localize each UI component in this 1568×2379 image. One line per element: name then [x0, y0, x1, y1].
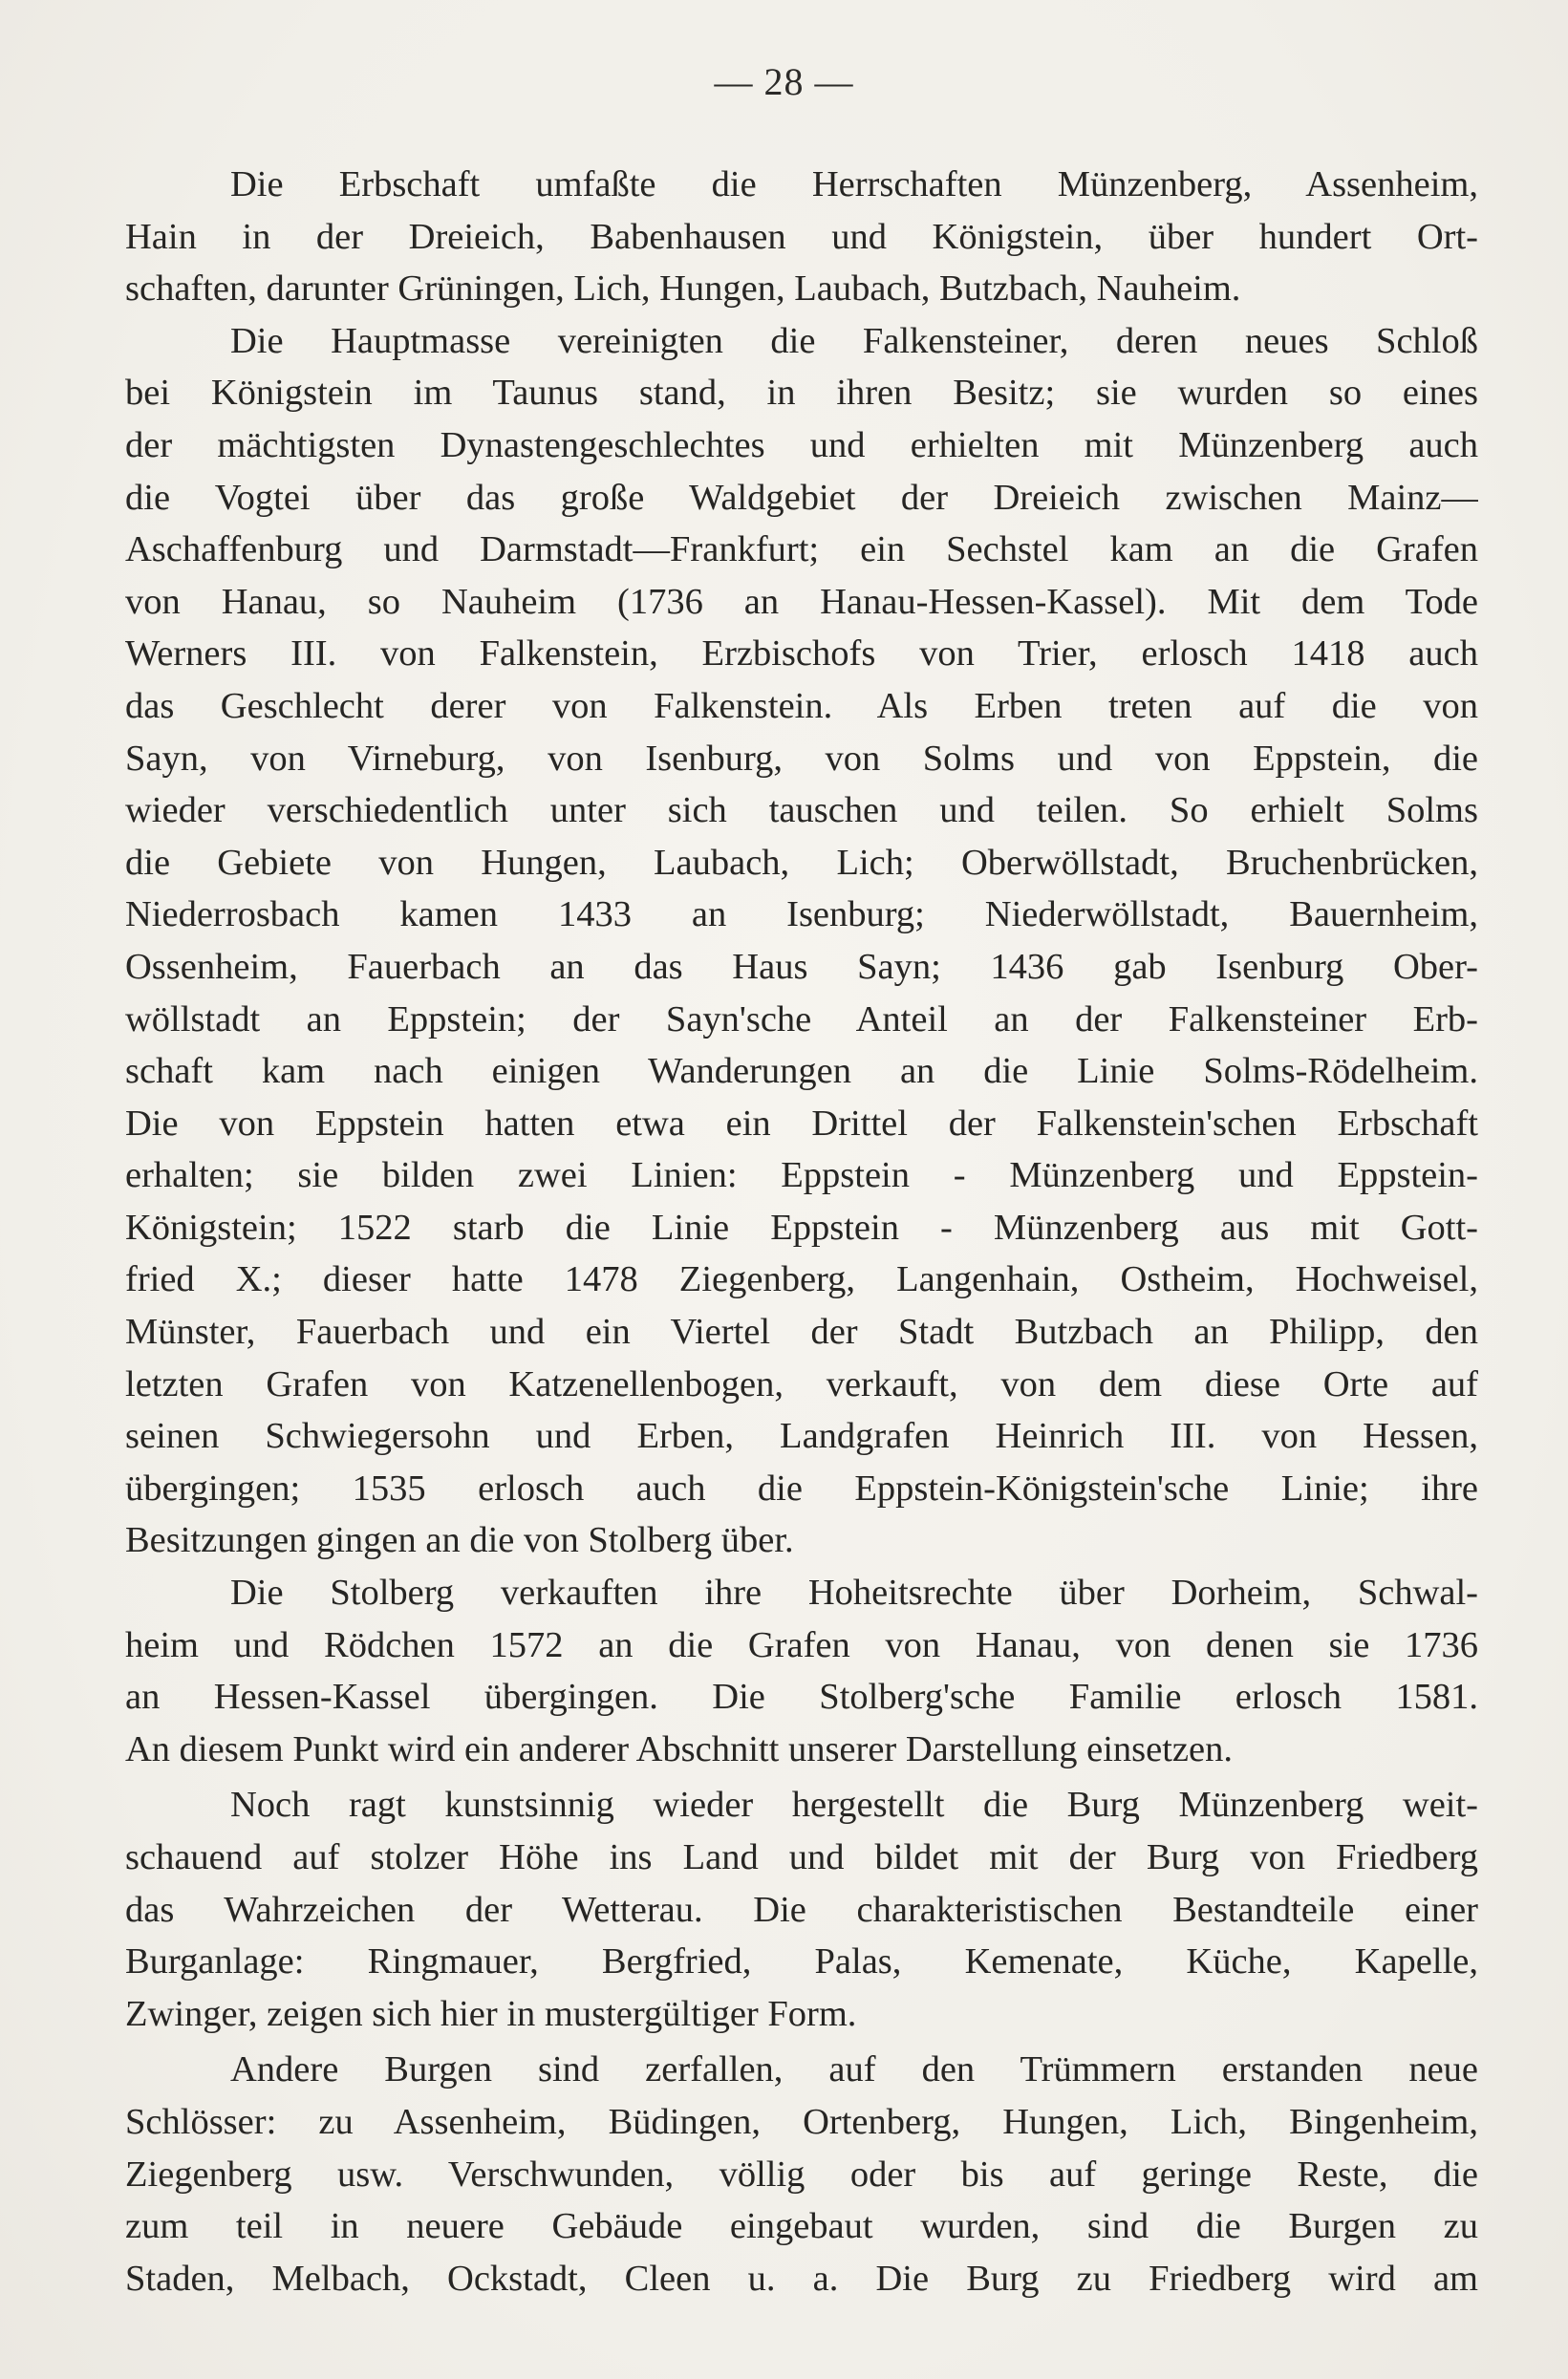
text-line: Andere Burgen sind zerfallen, auf den Trümmern erstanden neue [230, 2049, 1478, 2090]
text-line: das Wahrzeichen der Wetterau. Die charakteristischen Bestandteile einer [125, 1889, 1478, 1930]
text-line: das Geschlecht derer von Falkenstein. Als Erben treten auf die von [125, 685, 1478, 726]
text-line: von Hanau, so Nauheim (1736 an Hanau-Hessen-Kassel). Mit dem Tode [125, 581, 1478, 622]
text-line: Ziegenberg usw. Verschwunden, völlig oder bis auf geringe Reste, die [125, 2154, 1478, 2195]
text-line: Sayn, von Virneburg, von Isenburg, von Solms und von Eppstein, die [125, 738, 1478, 779]
text-line: Münster, Fauerbach und ein Viertel der Stadt Butzbach an Philipp, den [125, 1312, 1478, 1353]
text-line: Niederrosbach kamen 1433 an Isenburg; Niederwöllstadt, Bauernheim, [125, 894, 1478, 935]
text-line: wöllstadt an Eppstein; der Sayn'sche Anteil an der Falkensteiner Erb- [125, 998, 1478, 1039]
text-line: Besitzungen gingen an die von Stolberg über. [125, 1520, 794, 1561]
text-line: Zwinger, zeigen sich hier in mustergültiger Form. [125, 1993, 857, 2034]
text-line: Burganlage: Ringmauer, Bergfried, Palas, Kemenate, Küche, Kapelle, [125, 1941, 1478, 1982]
text-line: heim und Rödchen 1572 an die Grafen von Hanau, von denen sie 1736 [125, 1624, 1478, 1665]
text-line: fried X.; dieser hatte 1478 Ziegenberg, Langenhain, Ostheim, Hochweisel, [125, 1259, 1478, 1300]
text-line: bei Königstein im Taunus stand, in ihren Besitz; sie wurden so eines [125, 373, 1478, 414]
text-line: Königstein; 1522 starb die Linie Eppstein - Münzenberg aus mit Gott- [125, 1207, 1478, 1248]
text-line: an Hessen-Kassel übergingen. Die Stolberg'sche Familie erlosch 1581. [125, 1677, 1478, 1718]
text-line: der mächtigsten Dynastengeschlechtes und erhielten mit Münzenberg auch [125, 424, 1478, 465]
text-line: erhalten; sie bilden zwei Linien: Eppstein - Münzenberg und Eppstein- [125, 1155, 1478, 1196]
text-line: schaft kam nach einigen Wanderungen an die Linie Solms-Rödelheim. [125, 1051, 1478, 1092]
text-line: schaften, darunter Grüningen, Lich, Hungen, Laubach, Butzbach, Nauheim. [125, 268, 1241, 310]
text-line: seinen Schwiegersohn und Erben, Landgrafen Heinrich III. von Hessen, [125, 1416, 1478, 1457]
page-number: — 28 — [714, 60, 854, 103]
text-line: schauend auf stolzer Höhe ins Land und bildet mit der Burg von Friedberg [125, 1837, 1478, 1877]
body-text [125, 159, 1478, 2304]
text-line: Die Erbschaft umfaßte die Herrschaften Münzenberg, Assenheim, [230, 164, 1478, 204]
text-line: Noch ragt kunstsinnig wieder hergestellt die Burg Münzenberg weit- [230, 1785, 1478, 1826]
text-line: letzten Grafen von Katzenellenbogen, verkauft, von dem diese Orte auf [125, 1363, 1478, 1404]
text-line: die Vogtei über das große Waldgebiet der Dreieich zwischen Mainz— [125, 477, 1478, 518]
text-line: Werners III. von Falkenstein, Erzbischofs von Trier, erlosch 1418 auch [125, 633, 1478, 675]
text-line: An diesem Punkt wird ein anderer Abschnitt unserer Darstellung einsetzen. [125, 1728, 1233, 1769]
text-line: Die Stolberg verkauften ihre Hoheitsrechte über Dorheim, Schwal- [230, 1573, 1478, 1614]
text-line: übergingen; 1535 erlosch auch die Eppstein-Königstein'sche Linie; ihre [125, 1468, 1478, 1509]
text-line: Staden, Melbach, Ockstadt, Cleen u. a. Die Burg zu Friedberg wird am [125, 2258, 1478, 2299]
text-line: Die Hauptmasse vereinigten die Falkensteiner, deren neues Schloß [230, 320, 1478, 361]
text-line: wieder verschiedentlich unter sich tauschen und teilen. So erhielt Solms [125, 790, 1478, 831]
text-line: Aschaffenburg und Darmstadt—Frankfurt; ein Sechstel kam an die Grafen [125, 529, 1478, 570]
text-line: Hain in der Dreieich, Babenhausen und Königstein, über hundert Ort- [125, 216, 1478, 257]
text-line: Schlösser: zu Assenheim, Büdingen, Ortenberg, Hungen, Lich, Bingenheim, [125, 2101, 1478, 2142]
text-line: Die von Eppstein hatten etwa ein Drittel der Falkenstein'schen Erbschaft [125, 1103, 1478, 1144]
text-line: zum teil in neuere Gebäude eingebaut wurden, sind die Burgen zu [125, 2206, 1478, 2247]
text-line: Ossenheim, Fauerbach an das Haus Sayn; 1436 gab Isenburg Ober- [125, 946, 1478, 987]
text-line: die Gebiete von Hungen, Laubach, Lich; Oberwöllstadt, Bruchenbrücken, [125, 842, 1478, 883]
